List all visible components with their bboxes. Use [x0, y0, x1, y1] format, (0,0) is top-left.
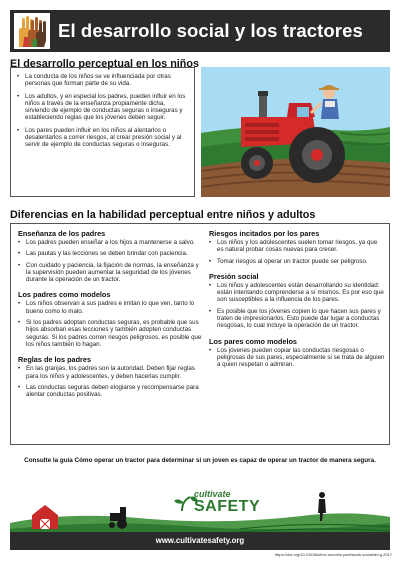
farmer-on-red-tractor-illustration — [201, 67, 390, 197]
list-item: • Los niños y adolescentes están desarrollando su identidad: están intentando comprenderse a sí mismos. Es por eso que son susceptibles a la influencia de los pares. — [209, 282, 385, 304]
left-column — [18, 229, 203, 402]
section-title-perceptual-development: El desarrollo perceptual en los niños — [10, 58, 199, 70]
list-item: • Es posible que los jóvenes copien lo que hacen sus pares y traten de impresionarlos. Esto puede dar lugar a conductas riesgosas, lo cual incluye la operación de un tractor. — [209, 308, 385, 330]
subheading-social-pressure: Presión social — [209, 271, 259, 281]
section-title-perceptual-differences: Diferencias en la habilidad perceptual entre niños y adultos — [10, 209, 316, 221]
brand-top: cultivate — [194, 489, 231, 499]
subheading-peer-risks: Riesgos incitados por los pares — [209, 229, 320, 238]
subheading-peers-as-models: Los pares como modelos — [209, 336, 297, 346]
right-column — [209, 229, 385, 373]
list-item: • Los adultos, y en especial los padres, pueden influir en los niños a través de la enseñanza propiamente dicha, sirviendo de ejemplo de conductas seguras o inseguras y estableciendo reglas que los jóvenes deben seguir. — [17, 93, 188, 122]
cultivate-safety-logo — [178, 487, 261, 523]
list-item: • Las pautas y las lecciones se deben brindar con paciencia. — [18, 250, 203, 257]
brand-bottom: SAFETY — [194, 498, 261, 515]
perceptual-development-box — [10, 67, 195, 197]
header-banner — [10, 10, 390, 52]
list-item: • La conducta de los niños se ve influenciada por otras personas que forman parte de su vida. — [17, 73, 188, 88]
list-item: • Los niños y los adolescentes suelen tomar riesgos, ya que es natural probar cosas nuevas para crecer. — [209, 239, 385, 254]
list-item: • En las granjas, los padres son la autoridad. Deben fijar reglas para los niños y adolescentes, y deben hacerlas cumplir. — [18, 365, 203, 380]
website-link[interactable]: www.cultivatesafety.org — [155, 536, 245, 545]
subheading-parents-as-models: Los padres como modelos — [18, 290, 111, 300]
subheading-parent-rules: Reglas de los padres — [18, 355, 91, 365]
doi-link[interactable]: https://doi.org/10.21636/nfmc.nccrahs.youthwork.socialdev.g.2017 — [274, 552, 392, 557]
list-item: • Tomar riesgos al operar un tractor puede ser peligroso. — [209, 258, 385, 265]
list-item: • Los pares pueden influir en los niños al alentarlos o desalentarlos a correr riesgos, al crear presión social y al servir de ejemplo de conductas seguras o inseguras. — [17, 127, 188, 149]
list-item: • Con cuidado y paciencia, la fijación de normas, la enseñanza y la supervisión pueden aumentar la seguridad de los jóvenes durante la operación de un tractor. — [18, 262, 203, 284]
list-item: • Si los padres adoptan conductas seguras, es probable que sus hijos absorban esas lecciones y también adopten conductas seguras. Si los padres corren riesgos peligrosos, es posible que los niños también lo hagan. — [18, 319, 203, 348]
list-item: • Los niños observan a sus padres e imitan lo que ven, tanto lo bueno como lo malo. — [18, 300, 203, 315]
tractor-guide-note: Consulte la guía Cómo operar un tractor para determinar si un joven es capaz de operar un tractor de manera segura. — [24, 457, 376, 464]
footer — [10, 483, 390, 550]
subheading-parent-teaching: Enseñanza de los padres — [18, 229, 106, 238]
list-item: • Los padres pueden enseñar a los hijos a mantenerse a salvo. — [18, 239, 203, 246]
perceptual-differences-box — [10, 223, 390, 445]
page-title: El desarrollo social y los tractores — [58, 20, 363, 41]
list-item: • Las conductas seguras deben elogiarse y recompensarse para alentar conductas positivas. — [18, 384, 203, 399]
list-item: • Los jóvenes pueden copiar las conductas riesgosas o peligrosas de sus pares, especialmente si se trata de alguien a quien respetan o admiran. — [209, 347, 385, 369]
raised-hands-icon — [14, 13, 50, 49]
